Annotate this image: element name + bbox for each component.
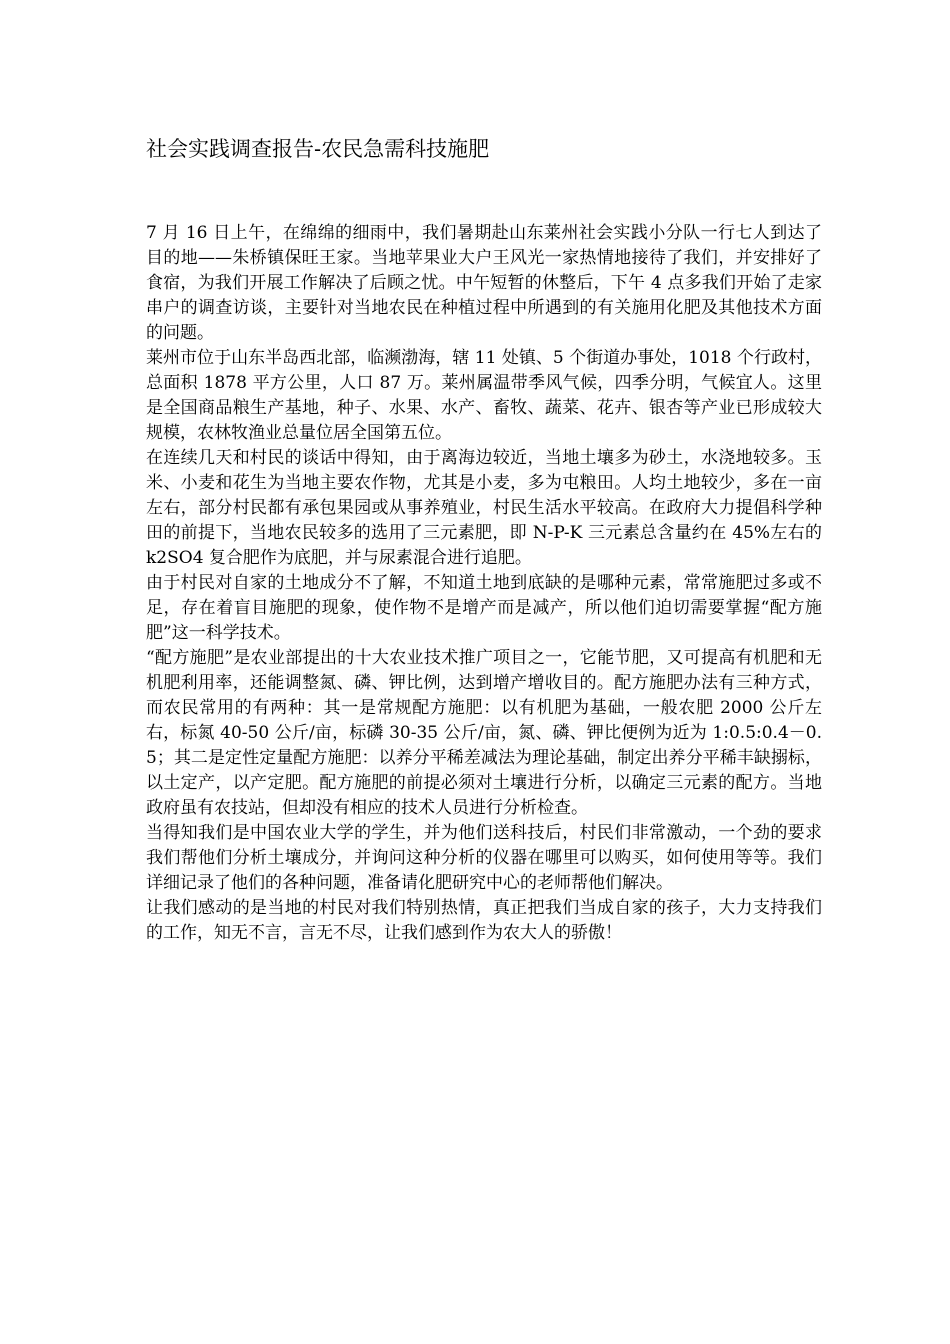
- paragraph-villager-requests: 当得知我们是中国农业大学的学生，并为他们送科技后，村民们非常激动，一个劲的要求我们帮他们分析土壤成分，并询问这种分析的仪器在哪里可以购买，如何使用等等。我们详细记录了他们的各种问题，准备请化肥研究中心的老师帮他们解决。: [146, 823, 822, 893]
- paragraph-conclusion: 让我们感动的是当地的村民对我们特别热情，真正把我们当成自家的孩子，大力支持我们的工作，知无不言，言无不尽，让我们感到作为农大人的骄傲！: [146, 898, 822, 943]
- paragraph-laizhou-overview: 莱州市位于山东半岛西北部，临濒渤海，辖 11 处镇、5 个街道办事处，1018 个行政村，总面积 1878 平方公里，人口 87 万。莱州属温带季风气候，四季分明，气候宜人。这里是全国商品粮生产基地，种子、水果、水产、畜牧、蔬菜、花卉、银杏等产业已形成较大规模，农林牧渔业总量位居全国第五位。: [146, 348, 822, 443]
- paragraph-formula-fertilization: “配方施肥”是农业部提出的十大农业技术推广项目之一，它能节肥，又可提高有机肥和无机肥利用率，还能调整氮、磷、钾比例，达到增产增收目的。配方施肥办法有三种方式，而农民常用的有两种：其一是常规配方施肥：以有机肥为基础，一般农肥 2000 公斤左右，标氮 40-50 公斤/亩，标磷 30-35 公斤/亩，氮、磷、钾比便例为近为 1:0.5:0.4－0.5；其二是定性定量配方施肥：以养分平稀差减法为理论基础，制定出养分平稀丰缺搦标，以土定产，以产定肥。配方施肥的前提必须对土壤进行分析，以确定三元素的配方。当地政府虽有农技站，但却没有相应的技术人员进行分析检查。: [146, 648, 822, 818]
- paragraph-arrival: 7 月 16 日上午，在绵绵的细雨中，我们暑期赴山东莱州社会实践小分队一行七人到达了目的地——朱桥镇保旺王家。当地苹果业大户王风光一家热情地接待了我们，并安排好了食宿，为我们开展工作解决了后顾之忧。中午短暂的休整后，下午 4 点多我们开始了走家串户的调查访谈，主要针对当地农民在种植过程中所遇到的有关施用化肥及其他技术方面的问题。: [146, 223, 822, 343]
- document-body: [146, 221, 822, 946]
- document-title: 社会实践调查报告-农民急需科技施肥: [146, 137, 490, 161]
- paragraph-blind-fertilizing: 由于村民对自家的土地成分不了解，不知道土地到底缺的是哪种元素，常常施肥过多或不足，存在着盲目施肥的现象，使作物不是增产而是减产，所以他们迫切需要掌握“配方施肥”这一科学技术。: [146, 573, 822, 643]
- paragraph-local-farming: 在连续几天和村民的谈话中得知，由于离海边较近，当地土壤多为砂土，水浇地较多。玉米、小麦和花生为当地主要农作物，尤其是小麦，多为屯粮田。人均土地较少，多在一亩左右，部分村民都有承包果园或从事养殖业，村民生活水平较高。在政府大力提倡科学种田的前提下，当地农民较多的选用了三元素肥，即 N-P-K 三元素总含量约在 45%左右的 k2SO4 复合肥作为底肥，并与尿素混合进行追肥。: [146, 448, 822, 568]
